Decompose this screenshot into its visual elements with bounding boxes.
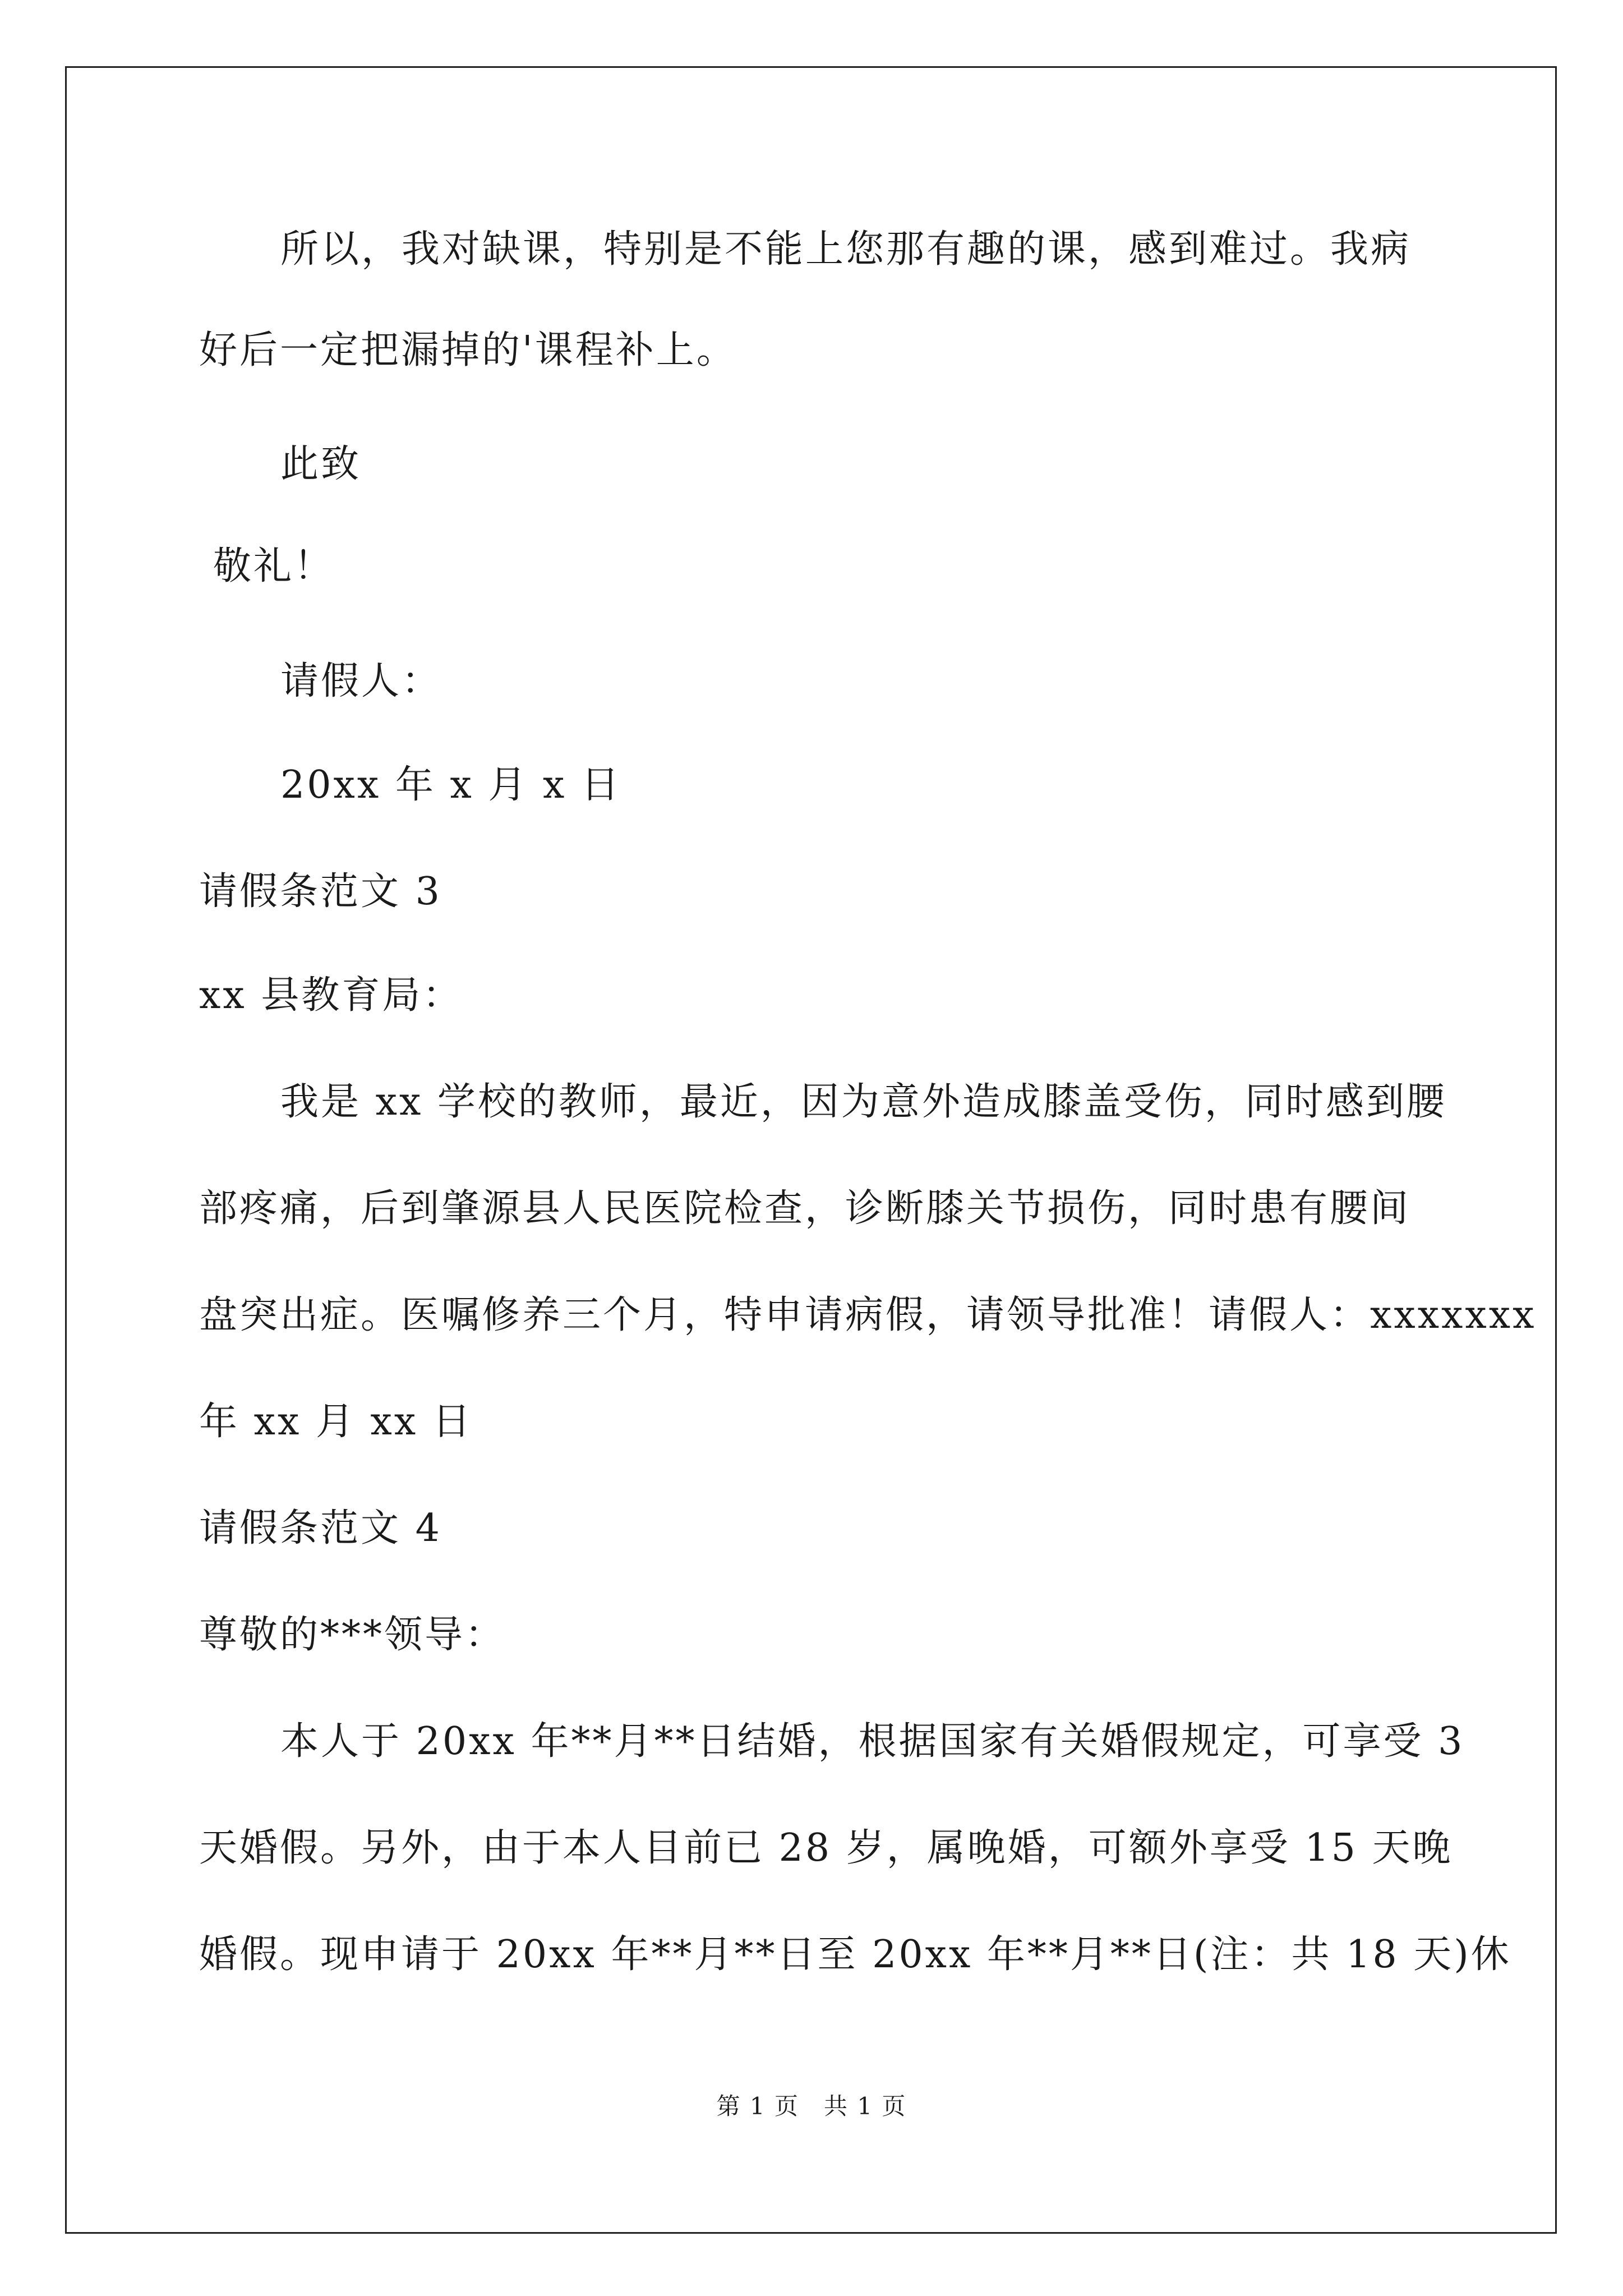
section-heading: 请假条范文 3 — [199, 869, 442, 914]
signature-label: 请假人： — [280, 659, 442, 703]
body-line: 好后一定把漏掉的'课程补上。 — [199, 328, 737, 372]
date-line: 20xx 年 x 月 x 日 — [280, 763, 622, 807]
body-line: 本人于 20xx 年**月**日结婚，根据国家有关婚假规定，可享受 3 — [280, 1719, 1465, 1764]
page-border — [65, 66, 1557, 2234]
body-line: 盘突出症。医嘱修养三个月，特申请病假，请领导批准！请假人：xxxxxxx — [199, 1293, 1537, 1337]
body-line: 天婚假。另外，由于本人目前已 28 岁，属晚婚，可额外享受 15 天晚 — [199, 1826, 1453, 1870]
body-line: 我是 xx 学校的教师，最近，因为意外造成膝盖受伤，同时感到腰 — [280, 1080, 1447, 1124]
body-line: 所以，我对缺课，特别是不能上您那有趣的课，感到难过。我病 — [280, 227, 1412, 272]
page-footer: 第 1 页 共 1 页 — [716, 2092, 907, 2120]
section-heading: 请假条范文 4 — [199, 1506, 442, 1550]
body-line: 部疼痛，后到肇源县人民医院检查，诊断膝关节损伤，同时患有腰间 — [199, 1186, 1411, 1231]
recipient-line: 尊敬的***领导： — [199, 1613, 506, 1657]
date-line: 年 xx 月 xx 日 — [199, 1400, 473, 1444]
closing-regards: 敬礼！ — [213, 544, 335, 588]
recipient-line: xx 县教育局： — [199, 973, 463, 1018]
closing-salutation: 此致 — [280, 442, 362, 486]
body-line: 婚假。现申请于 20xx 年**月**日至 20xx 年**月**日(注：共 18 天)休 — [199, 1932, 1511, 1977]
